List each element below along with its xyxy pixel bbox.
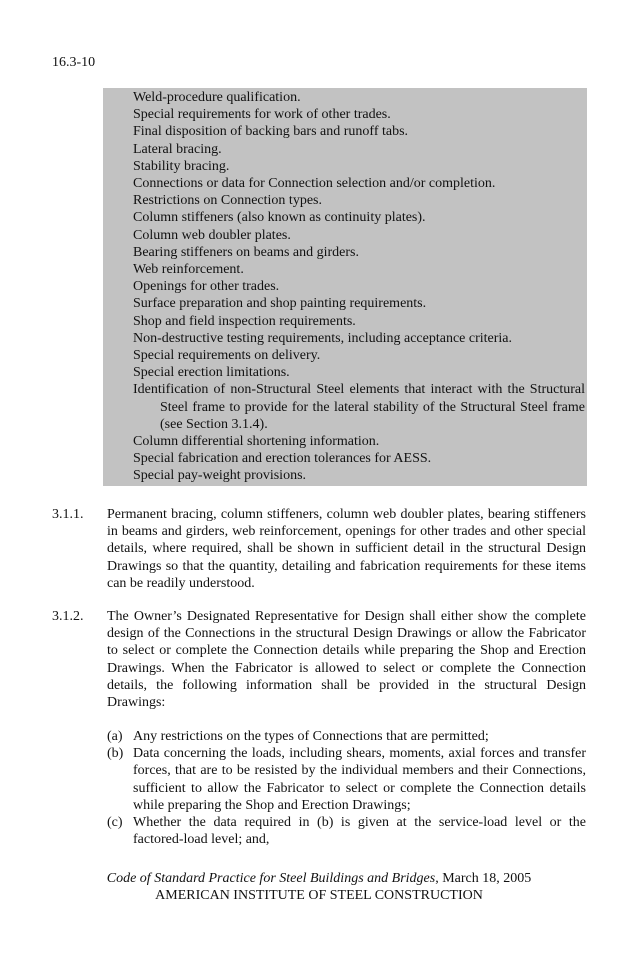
list-item: Surface preparation and shop painting requirements. xyxy=(133,296,427,312)
section-3-1-2 xyxy=(52,608,586,711)
list-item: Special fabrication and erection tolerances for AESS. xyxy=(133,451,432,467)
list-item xyxy=(107,728,586,745)
list-item-text: Any restrictions on the types of Connections that are permitted; xyxy=(133,729,489,744)
list-item: Identification of non-Structural Steel elements that interact with the Structural Steel frame to provide for the lateral stability of the Structural Steel frame (see Section 3.1.4). xyxy=(133,382,585,432)
list-item: Column stiffeners (also known as continuity plates). xyxy=(133,210,426,226)
list-item xyxy=(107,745,586,814)
list-item: Special requirements for work of other trades. xyxy=(133,107,391,123)
shaded-requirements-list xyxy=(133,89,585,485)
list-item xyxy=(107,814,586,848)
list-item: Special pay-weight provisions. xyxy=(133,468,307,484)
list-item: Connections or data for Connection selection and/or completion. xyxy=(133,176,496,192)
list-item: Special erection limitations. xyxy=(133,365,290,381)
list-item: Lateral bracing. xyxy=(133,141,222,157)
list-marker: (a) xyxy=(107,729,123,744)
list-item: Final disposition of backing bars and runoff tabs. xyxy=(133,124,409,140)
list-item: Weld-procedure qualification. xyxy=(133,90,301,105)
document-title: Code of Standard Practice for Steel Buildings and Bridges xyxy=(106,871,436,886)
section-paragraph: The Owner’s Designated Representative for Design shall either show the complete design of the Connections in the structural Design Drawings or allow the Fabricator to select or complete the Connection details while preparing the Shop and Erection Drawings. When the Fabricator is allowed to select or complete the Connection details, the following information shall be provided in the structural Design Drawings: xyxy=(107,609,586,711)
list-item: Bearing stiffeners on beams and girders. xyxy=(133,244,360,260)
section-number: 3.1.1. xyxy=(52,507,84,522)
footer-publisher: AMERICAN INSTITUTE OF STEEL CONSTRUCTION xyxy=(155,888,483,903)
connection-info-list xyxy=(107,728,586,848)
section-paragraph: Permanent bracing, column stiffeners, column web doubler plates, bearing stiffeners in beams and girders, web reinforcement, openings for other trades and other special details, where required, shall be shown in sufficient detail in the structural Design Drawings so that the quantity, detailing and fabrication requirements for these items can be readily understood. xyxy=(107,507,586,591)
page-number: 16.3-10 xyxy=(52,55,96,70)
list-item: Non-destructive testing requirements, including acceptance criteria. xyxy=(133,330,513,346)
section-3-1-1 xyxy=(52,506,586,592)
section-number: 3.1.2. xyxy=(52,609,84,624)
list-item: Column web doubler plates. xyxy=(133,227,291,243)
list-item: Shop and field inspection requirements. xyxy=(133,313,356,329)
footer-title-line xyxy=(0,870,638,887)
list-item: Special requirements on delivery. xyxy=(133,348,321,364)
list-item-text: Data concerning the loads, including shears, moments, axial forces and transfer forces, that are to be resisted by the individual members and their Connections, sufficient to allow the Fabricator to select or complete the Connection details while preparing the Shop and Erection Drawings; xyxy=(133,746,586,813)
list-marker: (c) xyxy=(107,815,123,831)
list-item: Stability bracing. xyxy=(133,158,230,174)
list-item: Restrictions on Connection types. xyxy=(133,193,322,209)
document-date: , March 18, 2005 xyxy=(435,871,532,886)
list-item: Column differential shortening information. xyxy=(133,434,380,450)
list-marker: (b) xyxy=(107,746,124,762)
list-item-text: Whether the data required in (b) is given at the service-load level or the factored-load level; and, xyxy=(133,815,586,848)
list-item: Web reinforcement. xyxy=(133,262,244,278)
list-item: Openings for other trades. xyxy=(133,279,280,295)
